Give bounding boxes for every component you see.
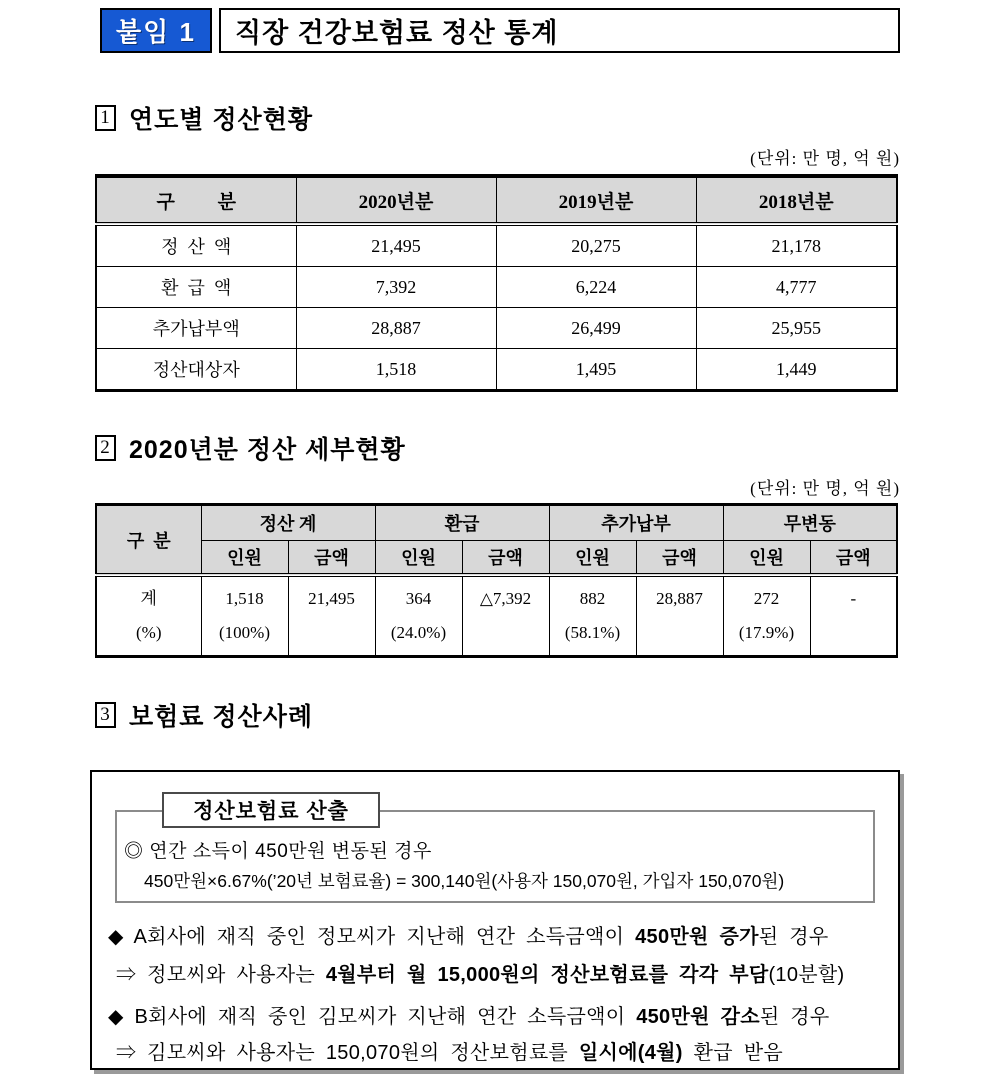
row-label-line2: (%)	[136, 622, 162, 642]
group-header-refund: 환급	[375, 505, 549, 541]
cell-value: 1,495	[496, 349, 696, 391]
cell-line1: -	[850, 589, 857, 609]
cell-value: 1,518	[296, 349, 496, 391]
arrow-icon: ⇒	[116, 964, 137, 986]
calc-condition-line: ◎ 연간 소득이 450만원 변동된 경우	[124, 841, 432, 862]
row-label: 정산대상자	[96, 349, 296, 391]
case-a-result-post: (10분할)	[768, 964, 845, 986]
cell-value: 26,499	[496, 308, 696, 349]
cell-value	[288, 575, 375, 657]
sub-header-persons: 인원	[201, 541, 288, 576]
sub-header-amount: 금액	[810, 541, 897, 576]
cell-value: 25,955	[696, 308, 897, 349]
cell-line1: 1,518	[225, 589, 264, 609]
diamond-bullet-icon: ◆	[108, 1006, 124, 1028]
cell-value	[723, 575, 810, 657]
diamond-bullet-icon: ◆	[108, 926, 124, 948]
table-data-row	[96, 575, 897, 657]
table-sub-header-row	[96, 541, 897, 576]
case-b-condition	[108, 1000, 830, 1029]
cell-line1: 21,495	[308, 589, 355, 609]
cell-value: 21,178	[696, 224, 897, 267]
cell-line1: 364	[405, 589, 432, 609]
cell-value: 21,495	[296, 224, 496, 267]
calc-formula-line: 450만원×6.67%(’20년 보험료율) = 300,140원(사용자 150,070원, 가입자 150,070원)	[144, 871, 785, 891]
case-b-text-post: 된 경우	[759, 1006, 830, 1028]
settlement-example-box	[90, 770, 900, 1070]
row-label: 추가납부액	[96, 308, 296, 349]
settlement-detail-table	[95, 503, 898, 658]
section1-unit-note: (단위: 만 명, 억 원)	[750, 149, 900, 168]
row-label-line1: 계	[140, 589, 157, 609]
table-row	[96, 267, 897, 308]
cell-line1: 882	[579, 589, 606, 609]
case-b-result	[116, 1036, 783, 1065]
arrow-icon: ⇒	[116, 1042, 137, 1064]
table-group-header-row	[96, 505, 897, 541]
cell-line2: (100%)	[219, 622, 270, 642]
cell-value	[201, 575, 288, 657]
cell-line1: △7,392	[479, 589, 532, 609]
section3-number-box: 3	[95, 702, 116, 728]
cell-value: 1,449	[696, 349, 897, 391]
case-b-result-post: 환급 받음	[682, 1042, 783, 1064]
case-a-text-post: 된 경우	[758, 926, 829, 948]
column-header-2019: 2019년분	[496, 176, 696, 224]
case-a-result-text: 정모씨와 사용자는	[136, 964, 326, 986]
table-header-row	[96, 176, 897, 224]
cell-value	[462, 575, 549, 657]
section3-title: 보험료 정산사례	[129, 703, 313, 731]
section2-unit-note: (단위: 만 명, 억 원)	[750, 479, 900, 498]
cell-value	[549, 575, 636, 657]
sub-header-amount: 금액	[636, 541, 723, 576]
column-header-2020: 2020년분	[296, 176, 496, 224]
group-header-nochange: 무변동	[723, 505, 897, 541]
cell-value: 7,392	[296, 267, 496, 308]
table-row	[96, 224, 897, 267]
cell-value: 20,275	[496, 224, 696, 267]
table-row	[96, 349, 897, 391]
column-header-2018: 2018년분	[696, 176, 897, 224]
column-header-category: 구 분	[96, 176, 296, 224]
cell-value	[636, 575, 723, 657]
sub-header-persons: 인원	[723, 541, 810, 576]
group-header-total: 정산 계	[201, 505, 375, 541]
table-row	[96, 308, 897, 349]
section3-heading	[95, 697, 313, 733]
case-a-result	[116, 958, 844, 987]
row-label: 정 산 액	[96, 224, 296, 267]
sub-header-persons: 인원	[549, 541, 636, 576]
yearly-settlement-table	[95, 174, 898, 392]
case-a-text: A회사에 재직 중인 정모씨가 지난해 연간 소득금액이	[123, 926, 636, 948]
document-title: 직장 건강보험료 정산 통계	[219, 8, 900, 53]
group-header-additional: 추가납부	[549, 505, 723, 541]
cell-value: 4,777	[696, 267, 897, 308]
case-b-text: B회사에 재직 중인 김모씨가 지난해 연간 소득금액이	[123, 1006, 637, 1028]
cell-line1: 272	[753, 589, 780, 609]
corner-header: 구 분	[96, 505, 201, 576]
case-a-bold: 450만원 증가	[635, 926, 759, 948]
section2-heading	[95, 430, 406, 466]
section1-title: 연도별 정산현황	[129, 106, 313, 134]
cell-value	[375, 575, 462, 657]
cell-line2: (24.0%)	[390, 622, 447, 642]
sub-header-persons: 인원	[375, 541, 462, 576]
cell-value: 6,224	[496, 267, 696, 308]
case-b-result-bold: 일시에(4월)	[578, 1042, 683, 1064]
case-a-result-bold: 4월부터 월 15,000원의 정산보험료를 각각 부담	[325, 964, 769, 986]
cell-line1: 28,887	[656, 589, 703, 609]
sub-header-amount: 금액	[288, 541, 375, 576]
case-a-condition	[108, 920, 828, 949]
row-label: 환 급 액	[96, 267, 296, 308]
cell-line2: (17.9%)	[738, 622, 795, 642]
cell-line2: (58.1%)	[564, 622, 621, 642]
case-b-bold: 450만원 감소	[636, 1006, 760, 1028]
row-label-total	[96, 575, 201, 657]
case-b-result-text: 김모씨와 사용자는 150,070원의 정산보험료를	[136, 1042, 579, 1064]
section1-number-box: 1	[95, 105, 116, 131]
section2-number-box: 2	[95, 435, 116, 461]
attachment-badge: 붙임 1	[100, 8, 212, 53]
cell-value	[810, 575, 897, 657]
calc-box-title: 정산보험료 산출	[162, 792, 380, 828]
sub-header-amount: 금액	[462, 541, 549, 576]
section1-heading	[95, 100, 313, 136]
cell-value: 28,887	[296, 308, 496, 349]
section2-title: 2020년분 정산 세부현황	[129, 436, 406, 464]
